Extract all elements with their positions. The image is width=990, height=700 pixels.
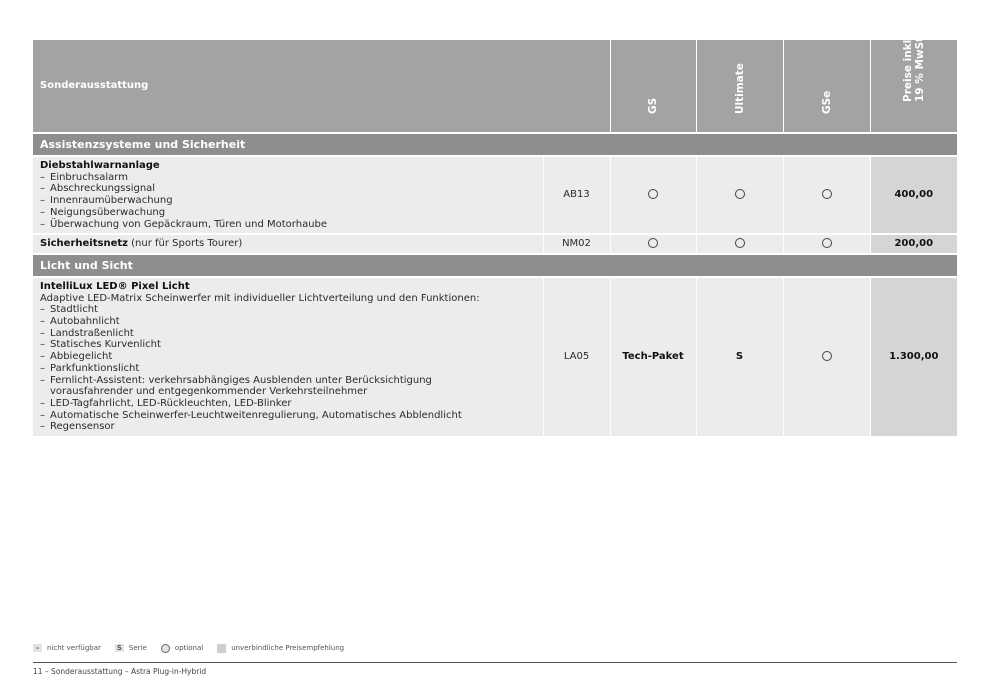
option-code: LA05 — [543, 277, 610, 437]
header-col-gs — [610, 40, 696, 133]
list-item: – Abschreckungssignal — [40, 183, 543, 195]
optional-circle-icon — [822, 238, 832, 248]
feature-list — [40, 304, 543, 433]
option-title: Diebstahlwarnanlage — [40, 160, 160, 171]
table-row — [33, 156, 957, 234]
gse-availability — [783, 234, 870, 254]
list-item: – Innenraumüberwachung — [40, 195, 543, 207]
gs-availability — [610, 234, 696, 254]
footer-divider — [33, 662, 957, 663]
option-title: IntelliLux LED® Pixel Licht — [40, 280, 190, 292]
header-col-ultimate — [696, 40, 783, 133]
list-item: – Einbruchsalarm — [40, 172, 543, 184]
table-row — [33, 277, 957, 437]
header-col-ultimate-label: Ultimate — [733, 63, 746, 114]
gs-availability — [610, 156, 696, 234]
optional-circle-icon — [648, 238, 658, 248]
list-item: – Abbiegelicht — [40, 351, 503, 363]
grey-square-icon — [217, 644, 226, 653]
gs-availability: Tech-Paket — [610, 277, 696, 437]
legend-label: unverbindliche Preisempfehlung — [231, 644, 345, 652]
dash-icon: – — [33, 644, 42, 652]
page-footer: 11 – Sonderausstattung – Astra Plug-in-Hybrid — [33, 667, 207, 676]
option-code: AB13 — [543, 156, 610, 234]
list-item: – Statisches Kurvenlicht — [40, 339, 503, 351]
section-title: Licht und Sicht — [33, 254, 957, 277]
list-item: – Überwachung von Gepäckraum, Türen und Motorhaube — [40, 219, 543, 231]
option-intro-text: Adaptive LED-Matrix Scheinwerfer mit individueller Lichtverteilung und den Funktionen: — [40, 292, 480, 304]
ultimate-availability — [696, 156, 783, 234]
option-price: 200,00 — [870, 234, 957, 254]
optional-circle-icon — [735, 238, 745, 248]
option-description — [33, 234, 543, 254]
option-price: 400,00 — [870, 156, 957, 234]
list-item: – Landstraßenlicht — [40, 328, 503, 340]
list-item: – LED-Tagfahrlicht, LED-Rückleuchten, LED-Blinker — [40, 398, 503, 410]
section-row-assistenz — [33, 133, 957, 156]
optional-circle-icon — [648, 189, 658, 199]
optional-circle-icon — [735, 189, 745, 199]
legend-item-price-recommendation — [217, 644, 344, 653]
optional-circle-icon — [161, 644, 170, 653]
header-col-gse — [783, 40, 870, 133]
list-item: – Regensensor — [40, 421, 503, 433]
legend-label: optional — [174, 644, 204, 652]
list-item: – Neigungsüberwachung — [40, 207, 543, 219]
list-item: – Parkfunktionslicht — [40, 363, 503, 375]
list-item: – Automatische Scheinwerfer-Leuchtweitenregulierung, Automatisches Abblendlicht — [40, 410, 503, 422]
list-item: – Stadtlicht — [40, 304, 503, 316]
legend-label: Serie — [128, 644, 147, 652]
section-title: Assistenzsysteme und Sicherheit — [33, 133, 957, 156]
option-price: 1.300,00 — [870, 277, 957, 437]
legend-item-optional — [161, 644, 203, 653]
table-row — [33, 234, 957, 254]
header-col-gse-label: GSe — [820, 90, 833, 114]
option-title: Sicherheitsnetz — [40, 238, 128, 250]
legend-item-standard — [115, 644, 147, 652]
header-col-price-label — [902, 33, 926, 102]
legend-label: nicht verfügbar — [47, 644, 101, 652]
price-header-line-2: 19 % MwSt. — [913, 32, 926, 102]
optional-circle-icon — [822, 189, 832, 199]
gse-availability — [783, 156, 870, 234]
ultimate-availability: S — [696, 277, 783, 437]
option-note: (nur für Sports Tourer) — [127, 238, 243, 250]
serie-s-icon: S — [116, 644, 122, 652]
header-title: Sonderausstattung — [33, 40, 610, 133]
option-description — [33, 277, 543, 437]
list-item: – Fernlicht-Assistent: verkehrsabhängiges Ausblenden unter Berücksichtigung vorausfahrender und entgegenkommender Verkehrsteilnehmer — [40, 375, 503, 398]
option-code: NM02 — [543, 234, 610, 254]
section-row-licht — [33, 254, 957, 277]
header-col-gs-label: GS — [647, 97, 660, 114]
equipment-price-table — [33, 32, 957, 438]
price-header-line-1: Preise inkl. — [901, 35, 914, 102]
list-item: – Autobahnlicht — [40, 316, 503, 328]
gse-availability — [783, 277, 870, 437]
header-col-price — [870, 32, 957, 133]
table-header-row — [33, 40, 957, 133]
legend-item-not-available — [33, 644, 101, 652]
optional-circle-icon — [822, 351, 832, 361]
option-description — [33, 156, 543, 234]
legend — [33, 643, 358, 653]
feature-list — [40, 172, 543, 231]
ultimate-availability — [696, 234, 783, 254]
